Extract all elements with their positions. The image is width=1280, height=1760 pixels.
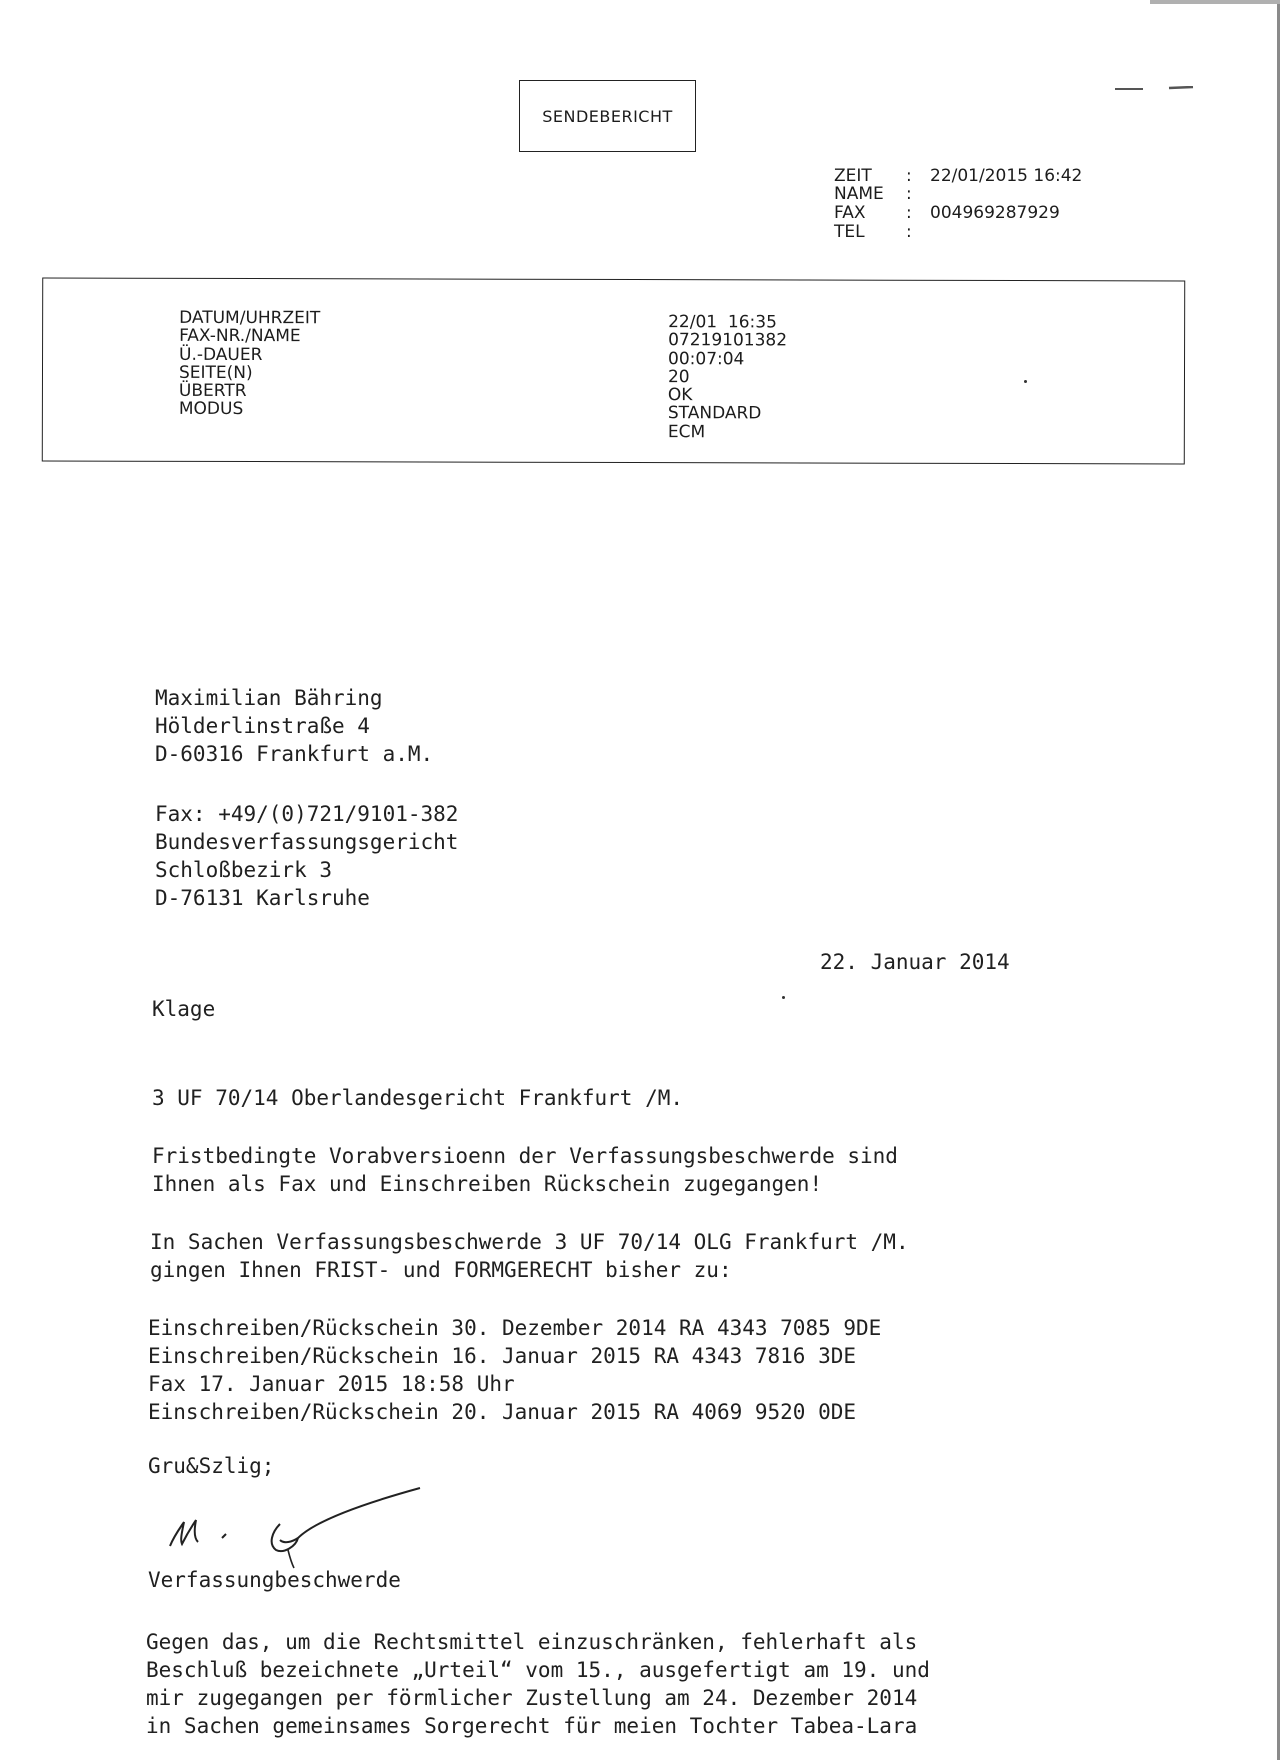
value-fax-nr: 07219101382 <box>668 330 788 351</box>
zeit-value: 22/01/2015 16:42 <box>930 166 1083 186</box>
header-name-row <box>834 184 930 204</box>
zeit-label: ZEIT <box>834 166 872 186</box>
sender-name: Maximilian Bähring <box>155 686 383 710</box>
paragraph-3-line: mir zugegangen per förmlicher Zustellung am 24. Dezember 2014 <box>146 1686 918 1710</box>
paragraph-3-line: Beschluß bezeichnete „Urteil“ vom 15., ausgefertigt am 19. und <box>146 1658 930 1682</box>
header-fax-row <box>834 203 1060 223</box>
section-title: Verfassungbeschwerde <box>148 1568 401 1592</box>
delivery-item: Fax 17. Januar 2015 18:58 Uhr <box>148 1372 515 1396</box>
label-dauer: Ü.-DAUER <box>179 344 263 365</box>
signature <box>160 1480 440 1570</box>
label-modus: MODUS <box>178 399 244 420</box>
fax-value: 004969287929 <box>930 203 1060 223</box>
transmission-labels <box>179 309 320 419</box>
header-zeit-row <box>834 166 1082 186</box>
delivery-item: Einschreiben/Rückschein 20. Januar 2015 RA 4069 9520 0DE <box>148 1400 857 1424</box>
paragraph-2 <box>150 1228 909 1284</box>
separator: : <box>906 222 912 242</box>
sender-city: D-60316 Frankfurt a.M. <box>155 742 434 766</box>
case-reference: 3 UF 70/14 Oberlandesgericht Frankfurt /M. <box>152 1086 684 1110</box>
recipient-street: Schloßbezirk 3 <box>155 858 333 882</box>
separator: : <box>906 184 912 204</box>
scan-dot <box>1024 380 1027 383</box>
header-tel-row <box>834 222 930 242</box>
fax-label: FAX <box>834 203 866 223</box>
recipient-fax: Fax: +49/(0)721/9101-382 <box>155 802 459 826</box>
recipient-city: D-76131 Karlsruhe <box>155 886 370 910</box>
recipient-name: Bundesverfassungsgericht <box>155 830 459 854</box>
label-fax-nr: FAX-NR./NAME <box>179 326 301 347</box>
name-label: NAME <box>834 184 884 204</box>
transmission-values <box>668 313 787 441</box>
paragraph-1-line: Ihnen als Fax und Einschreiben Rückschein zugegangen! <box>152 1172 823 1196</box>
delivery-item: Einschreiben/Rückschein 16. Januar 2015 RA 4343 7816 3DE <box>148 1344 857 1368</box>
separator: : <box>906 203 912 223</box>
page-edge-top <box>1150 0 1280 4</box>
paragraph-2-line: gingen Ihnen FRIST- und FORMGERECHT bisher zu: <box>150 1258 732 1282</box>
label-seiten: SEITE(N) <box>178 362 253 383</box>
paragraph-2-line: In Sachen Verfassungsbeschwerde 3 UF 70/14 OLG Frankfurt /M. <box>150 1230 909 1254</box>
value-seiten: 20 <box>667 367 690 388</box>
letter-date: 22. Januar 2014 <box>820 950 1010 974</box>
report-title-box <box>519 80 696 152</box>
label-datum: DATUM/UHRZEIT <box>179 307 321 329</box>
paragraph-1 <box>152 1142 898 1198</box>
value-dauer: 00:07:04 <box>668 348 745 369</box>
label-uebertr: ÜBERTR <box>178 381 247 402</box>
delivery-list <box>148 1314 881 1426</box>
sender-address <box>155 684 433 768</box>
value-modus: STANDARD <box>667 403 762 424</box>
letter-subject: Klage <box>152 997 216 1021</box>
transmission-box <box>42 278 1185 465</box>
scan-mark <box>1115 86 1195 92</box>
paragraph-3 <box>146 1628 930 1740</box>
paragraph-1-line: Fristbedingte Vorabversioenn der Verfassungsbeschwerde sind <box>152 1144 898 1168</box>
value-datum: 22/01 16:35 <box>668 312 777 333</box>
paragraph-3-line: in Sachen gemeinsames Sorgerecht für meien Tochter Tabea-Lara <box>146 1714 918 1738</box>
paragraph-3-line: Gegen das, um die Rechtsmittel einzuschränken, fehlerhaft als <box>146 1630 918 1654</box>
value-uebertr: OK <box>667 385 693 406</box>
delivery-item: Einschreiben/Rückschein 30. Dezember 2014 RA 4343 7085 9DE <box>148 1316 882 1340</box>
recipient-address <box>155 800 458 912</box>
scan-dot <box>782 996 785 999</box>
report-title: SENDEBERICHT <box>542 106 673 126</box>
separator: : <box>906 166 912 186</box>
value-modus-ecm: ECM <box>667 421 706 443</box>
sender-street: Hölderlinstraße 4 <box>155 714 370 738</box>
greeting: Gru&Szlig; <box>148 1454 275 1478</box>
tel-label: TEL <box>834 222 865 242</box>
